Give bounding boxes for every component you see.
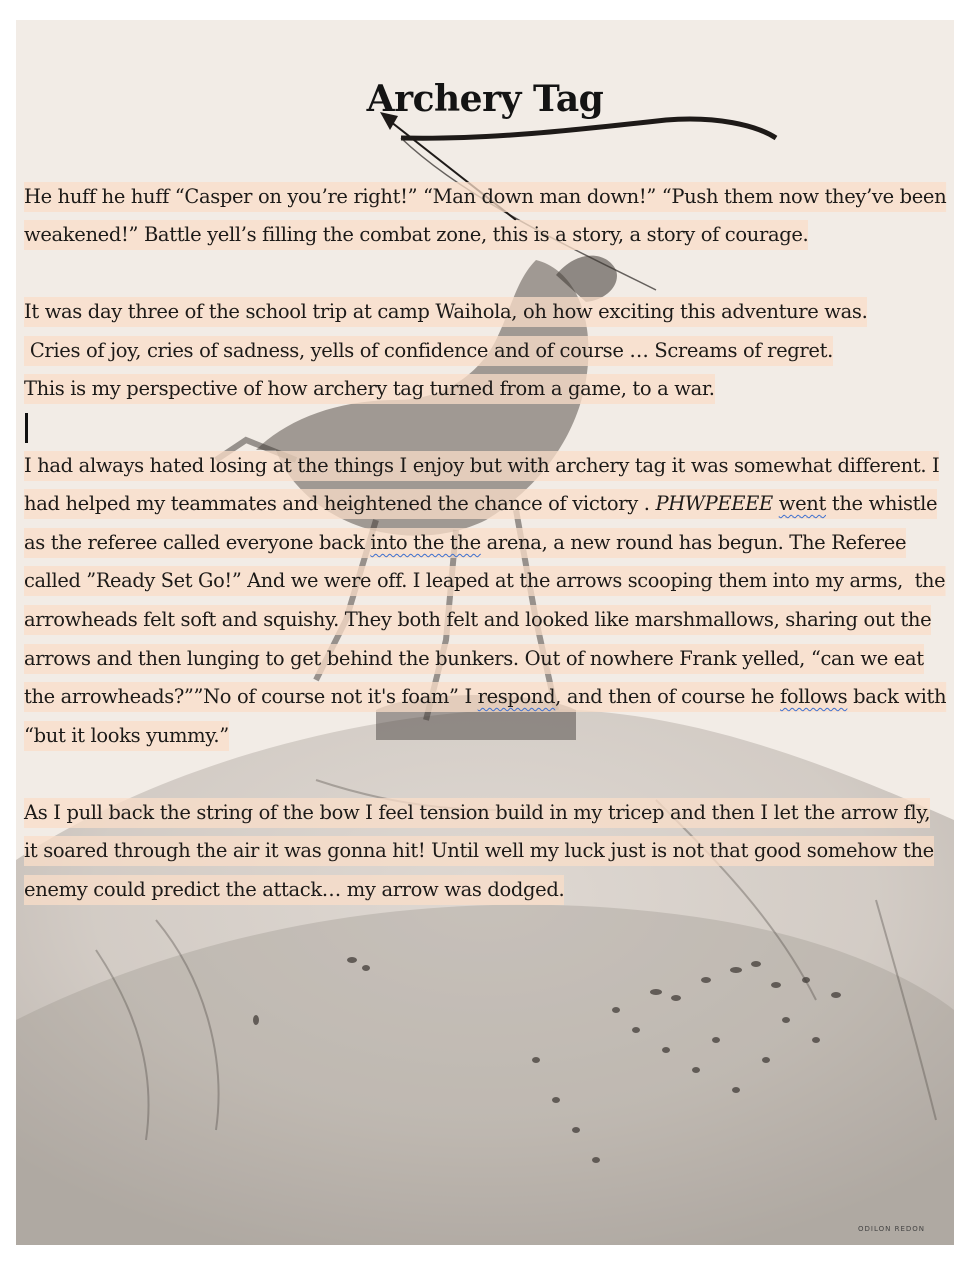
text-line[interactable]: arrowheads felt soft and squishy. They both felt and looked like marshmallows, sharing out the xyxy=(24,605,931,635)
grammar-flagged-phrase[interactable]: into the the xyxy=(370,531,481,554)
text-line[interactable]: As I pull back the string of the bow I feel tension build in my tricep and then I let the arrow fly, xyxy=(24,798,930,828)
text-line[interactable]: I had always hated losing at the things I enjoy but with archery tag it was somewhat different. I xyxy=(24,451,939,481)
text-run: the arrowheads?””No of course not it's foam” I xyxy=(24,685,478,708)
text-line[interactable]: “but it looks yummy.” xyxy=(24,721,229,751)
text-run: , and then of course he xyxy=(555,685,781,708)
text-line[interactable]: weakened!” Battle yell’s filling the combat zone, this is a story, a story of courage. xyxy=(24,220,808,250)
text-run: the whistle xyxy=(825,492,938,515)
text-line[interactable]: Cries of joy, cries of sadness, yells of confidence and of course … Screams of regret. xyxy=(24,336,833,366)
text-line[interactable]: This is my perspective of how archery tag turned from a game, to a war. xyxy=(24,374,715,404)
text-line[interactable] xyxy=(24,489,937,519)
text-run: had helped my teammates and heightened the chance of victory . xyxy=(24,492,656,515)
text-line[interactable]: it soared through the air it was gonna hit! Until well my luck just is not that good somehow the xyxy=(24,836,934,866)
document-title: Archery Tag xyxy=(366,78,604,120)
document-page xyxy=(16,20,954,1245)
text-run: as the referee called everyone back xyxy=(24,531,371,554)
artist-signature: ODILON REDON xyxy=(858,1225,926,1233)
text-cursor xyxy=(25,413,28,443)
grammar-flagged-word[interactable]: respond xyxy=(477,685,556,708)
text-line[interactable]: arrows and then lunging to get behind the bunkers. Out of nowhere Frank yelled, “can we eat xyxy=(24,644,924,674)
text-line[interactable]: enemy could predict the attack… my arrow was dodged. xyxy=(24,875,564,905)
italic-text: PHWPEEEE xyxy=(655,492,773,515)
text-line[interactable]: He huff he huff “Casper on you’re right!” “Man down man down!” “Push them now they’ve been xyxy=(24,182,946,212)
text-line[interactable]: It was day three of the school trip at camp Waihola, oh how exciting this adventure was. xyxy=(24,297,867,327)
text-run: arena, a new round has begun. The Referee xyxy=(480,531,907,554)
text-line[interactable]: called ”Ready Set Go!” And we were off. I leaped at the arrows scooping them into my arms, the xyxy=(24,566,945,596)
grammar-flagged-word[interactable]: went xyxy=(778,492,826,515)
text-line[interactable] xyxy=(24,528,906,558)
grammar-flagged-word[interactable]: follows xyxy=(780,685,848,708)
text-run: back with xyxy=(847,685,947,708)
text-line[interactable] xyxy=(24,682,946,712)
